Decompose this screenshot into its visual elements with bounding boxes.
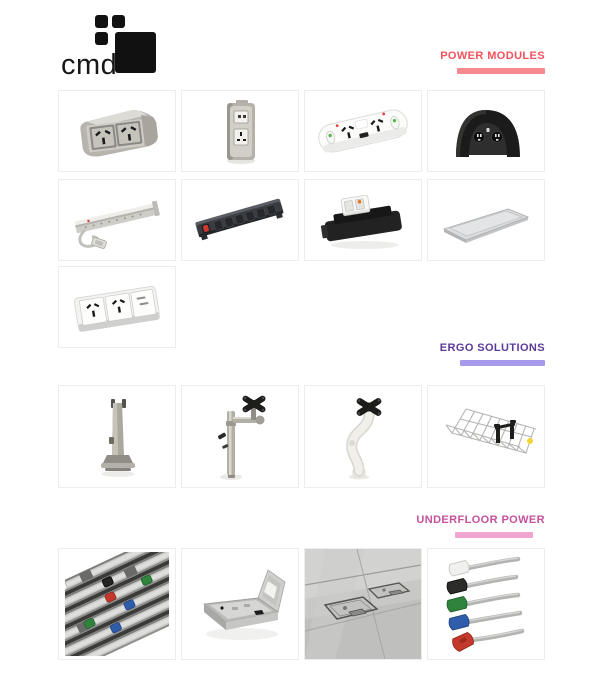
black-power-strip-icon (188, 184, 292, 256)
logo-square-icon (112, 15, 125, 28)
wire-cable-basket-icon (434, 391, 538, 483)
section-heading-power-modules (440, 50, 545, 74)
section-underline-bar (457, 68, 545, 74)
section-underline-bar (455, 532, 533, 538)
product-under-desk-power-rail[interactable] (58, 179, 176, 261)
product-dual-socket-power-unit[interactable] (304, 90, 422, 172)
product-flush-aluminium-lid[interactable] (427, 179, 545, 261)
product-wire-cable-basket[interactable] (427, 385, 545, 488)
desk-edge-power-module-icon (434, 95, 538, 167)
power-modules-row-2 (58, 179, 545, 261)
section-underline-bar (460, 360, 545, 366)
pole-monitor-arm-icon (188, 391, 292, 483)
section-title: ERGO SOLUTIONS (439, 342, 545, 354)
power-module-with-fuse-icon (311, 184, 415, 256)
gas-spring-monitor-arm-icon (311, 391, 415, 483)
product-desk-edge-power-module[interactable] (427, 90, 545, 172)
coloured-power-connectors-icon (434, 552, 538, 656)
product-power-module-with-fuse[interactable] (304, 179, 422, 261)
installed-floor-boxes-icon (305, 549, 421, 659)
open-floor-box-icon (188, 552, 292, 656)
product-gas-spring-monitor-arm[interactable] (304, 385, 422, 488)
desk-power-module-icon (65, 95, 169, 167)
underfloor-power-row (58, 548, 545, 660)
product-black-power-strip[interactable] (181, 179, 299, 261)
section-heading-ergo-solutions (440, 342, 545, 366)
product-open-floor-box[interactable] (181, 548, 299, 660)
three-gang-power-unit-icon (65, 271, 169, 343)
cpu-holder-icon (65, 391, 169, 483)
ergo-solutions-row (58, 385, 545, 488)
product-panel-power-module[interactable] (181, 90, 299, 172)
dual-socket-power-unit-icon (311, 95, 415, 167)
power-modules-row-3 (58, 266, 176, 348)
product-pole-monitor-arm[interactable] (181, 385, 299, 488)
product-coloured-power-connectors[interactable] (427, 548, 545, 660)
power-modules-row-1 (58, 90, 545, 172)
product-desk-power-module[interactable] (58, 90, 176, 172)
product-installed-floor-boxes[interactable] (304, 548, 422, 660)
logo-square-icon (95, 32, 108, 45)
logo-text: cmd (61, 49, 118, 81)
under-desk-power-rail-icon (65, 184, 169, 256)
cmd-logo[interactable] (55, 12, 165, 81)
flush-aluminium-lid-icon (434, 184, 538, 256)
logo-big-square-icon (115, 32, 156, 73)
section-title: UNDERFLOOR POWER (416, 514, 545, 526)
panel-power-module-icon (188, 95, 292, 167)
product-three-gang-power-unit[interactable] (58, 266, 176, 348)
product-cpu-holder[interactable] (58, 385, 176, 488)
logo-square-icon (95, 15, 108, 28)
section-title: POWER MODULES (440, 50, 545, 62)
busbar-power-track-icon (65, 552, 169, 656)
section-heading-underfloor-power (416, 514, 545, 538)
product-busbar-power-track[interactable] (58, 548, 176, 660)
